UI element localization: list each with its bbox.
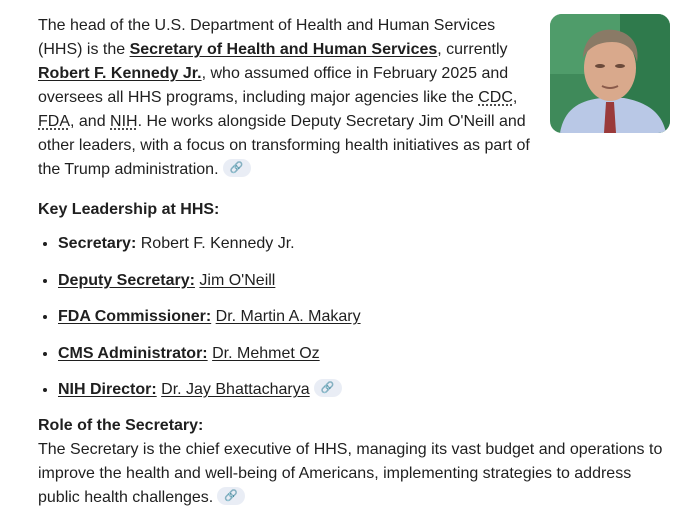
leader-name: Robert F. Kennedy Jr. [140,235,295,252]
intro-text: . He works alongside Deputy Secretary Jim O'Neill and other leaders, with a focus on transforming health initiatives as part of the Trump administration. [38,113,530,178]
portrait-photo[interactable] [550,14,670,133]
oz-link[interactable]: Dr. Mehmet Oz [212,344,320,362]
nih-director-link[interactable]: NIH Director: [58,381,157,398]
makary-link[interactable]: Dr. Martin A. Makary [215,308,361,325]
list-item [58,232,670,256]
deputy-secretary-link[interactable]: Deputy Secretary: [58,271,195,289]
bhattacharya-link[interactable]: Dr. Jay Bhattacharya [161,381,310,398]
fda-link[interactable]: FDA [38,113,70,130]
list-item [58,305,670,329]
list-item [58,269,670,293]
role-paragraph [38,438,668,510]
role-label: Secretary: [58,235,137,252]
portrait-image [550,14,670,133]
nih-link[interactable]: NIH [110,113,138,130]
intro-text: , and [70,113,111,130]
intro-paragraph [38,14,538,182]
link-icon[interactable]: 🔗 [217,487,245,505]
jim-oneill-link[interactable]: Jim O'Neill [199,271,276,289]
fda-commissioner-link[interactable]: FDA Commissioner: [58,308,212,325]
role-text: The Secretary is the chief executive of HHS, managing its vast budget and operations to improve the health and well-being of Americans, implementing strategies to address public health challenges. [38,441,663,506]
cms-administrator-link[interactable]: CMS Administrator: [58,344,208,362]
link-icon[interactable]: 🔗 [314,379,342,397]
intro-text: The head of the U.S. Department of Health and Human Services (HHS) is the [38,17,496,58]
secretary-link[interactable]: Secretary of Health and Human Services [129,41,438,58]
link-icon[interactable]: 🔗 [223,159,251,177]
intro-text: , currently [437,41,508,58]
cdc-link[interactable]: CDC [478,89,513,106]
intro-text: , [512,89,518,106]
list-item [58,342,670,366]
intro-text: , who assumed office in February 2025 and oversees all HHS programs, including major agencies like the [38,65,509,106]
rfk-link[interactable]: Robert F. Kennedy Jr. [38,65,202,82]
role-heading: Role of the Secretary: [38,417,204,434]
leadership-list [38,232,670,402]
leadership-heading: Key Leadership at HHS: [38,201,220,218]
list-item [58,378,670,402]
